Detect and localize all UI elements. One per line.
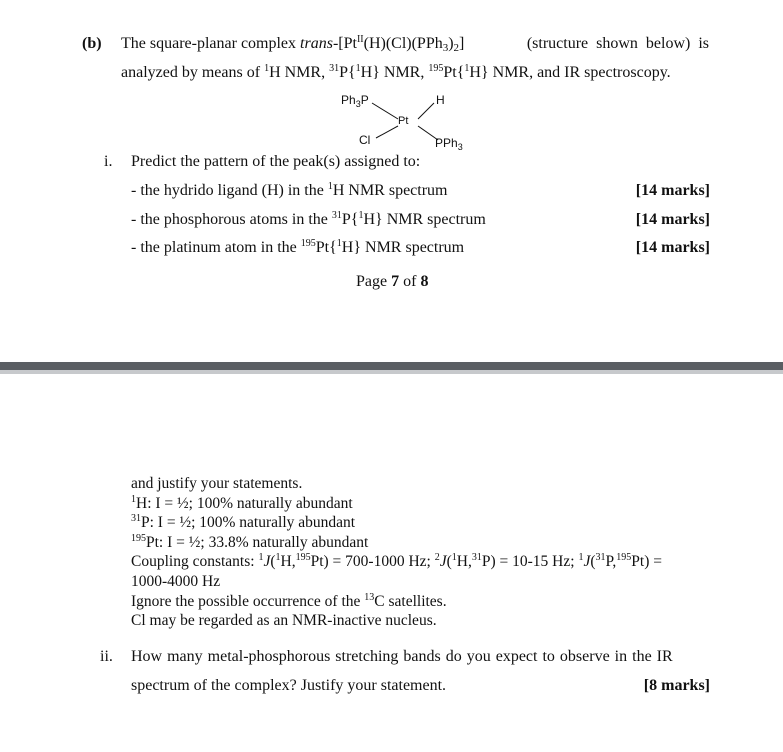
ligand-ph3p: $Ph_3P$ xyxy=(341,93,369,109)
part-b-label: (b) xyxy=(82,35,102,52)
part-ii-line-1: How many metal-phosphorous stretching bands do you expect to observe in the IR xyxy=(131,648,673,665)
marks-item-3: [14 marks] xyxy=(635,239,710,256)
iso-pt-195: 195 xyxy=(428,63,444,74)
line2-a: analyzed by means of xyxy=(121,64,265,81)
ligand-cl: Cl xyxy=(359,133,371,147)
molecule-structure xyxy=(330,88,480,158)
line2-f: H} NMR, and IR spectroscopy. xyxy=(469,64,671,81)
oxidation-state: II xyxy=(356,34,364,45)
metal-pt: Pt xyxy=(398,115,409,127)
trans-prefix: trans xyxy=(300,35,333,52)
justify-line: and justify your statements. xyxy=(131,475,303,492)
part-i-item-1: - the hydrido ligand (H) in the $^1$H NMR spectrum xyxy=(131,181,448,199)
line2-c: P{ xyxy=(339,64,356,81)
part-i-intro: Predict the pattern of the peak(s) assigned to: xyxy=(131,153,421,170)
iso-p-31: 31 xyxy=(329,63,340,74)
part-b-line-2 xyxy=(121,64,671,82)
iso-h-1c: 1 xyxy=(464,63,470,74)
continuation-block xyxy=(131,474,662,631)
formula-a: -[Pt xyxy=(332,35,357,52)
page-number: Page 7 of 8 xyxy=(356,273,429,290)
iso-h-1b: 1 xyxy=(355,63,361,74)
ligand-h: H xyxy=(436,93,445,107)
coupling-constants-line: Coupling constants: $^1$J($^1$H,$^{195}$Pt) = 700-1000 Hz; $^2$J($^1$H,$^{31}$P) = 10-15 Hz; $^1$J($^{31}$P,$^{195}$Pt) = xyxy=(131,552,662,571)
line2-e: Pt{ xyxy=(443,64,465,81)
formula-c: 3 xyxy=(442,42,449,54)
coupling-range-line: 1000-4000 Hz xyxy=(131,572,221,590)
bond-pt-h xyxy=(418,103,434,119)
page-break-bar xyxy=(0,362,783,370)
pt-nucleus-line: $^{195}$Pt: I = ½; 33.8% naturally abundant xyxy=(131,532,369,551)
iso-h-1: 1 xyxy=(264,63,270,74)
ligand-pph3: PPh$_3$ xyxy=(435,136,463,152)
bond-cl-pt xyxy=(376,126,398,138)
part-b-line-1 xyxy=(121,35,464,53)
formula-d: ) xyxy=(448,35,454,52)
formula-e: 2 xyxy=(453,42,460,54)
line2-d: H} NMR, xyxy=(360,64,429,81)
marks-item-1: [14 marks] xyxy=(635,182,710,199)
line2-b: H NMR, xyxy=(269,64,330,81)
line1-pre: The square-planar complex xyxy=(121,35,301,52)
part-i-label: i. xyxy=(104,153,113,170)
part-ii-label: ii. xyxy=(100,648,113,665)
p-nucleus-line: $^{31}$P: I = ½; 100% naturally abundant xyxy=(131,513,356,532)
ignore-satellites-line: Ignore the possible occurrence of the $^{13}$C satellites. xyxy=(131,591,447,610)
page-break-shadow xyxy=(0,370,783,374)
part-ii-line-2: spectrum of the complex? Justify your statement. xyxy=(131,677,447,694)
formula-f: ] xyxy=(459,35,465,52)
part-ii-marks: [8 marks] xyxy=(643,677,710,694)
bond-ph3p-pt xyxy=(372,103,398,119)
part-i-item-3: - the platinum atom in the $^{195}$Pt{$^1$H} NMR spectrum xyxy=(131,238,465,256)
cl-inactive-line: Cl may be regarded as an NMR-inactive nucleus. xyxy=(131,612,437,630)
marks-item-2: [14 marks] xyxy=(635,211,710,228)
h-nucleus-line: $^1$H: I = ½; 100% naturally abundant xyxy=(131,493,353,512)
formula-b: (H)(Cl)(PPh xyxy=(363,35,443,52)
part-b-line-1-tail: (structure shown below) is xyxy=(526,35,709,52)
part-i-item-2: - the phosphorous atoms in the $^{31}$P{$^1$H} NMR spectrum xyxy=(131,210,486,228)
